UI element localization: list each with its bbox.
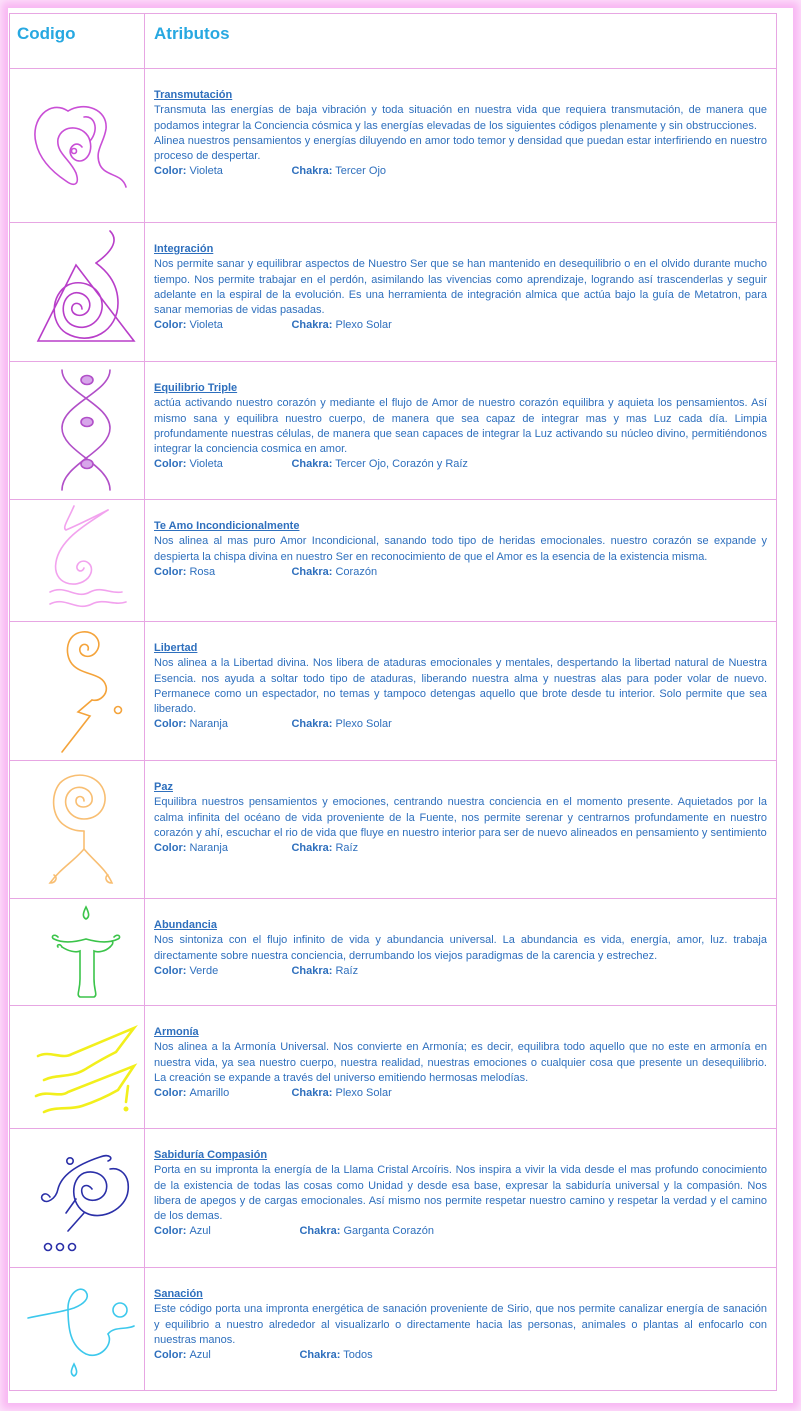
- symbol-cell: [10, 1129, 145, 1268]
- code-meta: [154, 1348, 767, 1363]
- code-name: Armonía: [154, 1026, 199, 1038]
- code-name: Abundancia: [154, 919, 217, 931]
- abundancia-symbol-icon: [10, 899, 144, 1005]
- color-label: Color:: [154, 458, 187, 471]
- color-label: Color:: [154, 964, 187, 977]
- code-description: Transmuta las energías de baja vibración y toda situación en nuestra vida que requiera transmutación, de manera que podamos integrar la Conciencia cósmica y las energías elevadas de los siguientes códigos plenamente y sin obstrucciones.: [154, 104, 767, 132]
- attributes-cell: [145, 362, 777, 500]
- symbol-cell: [10, 69, 145, 223]
- attributes-cell: [145, 500, 777, 622]
- color-label: Color:: [154, 718, 187, 731]
- chakra-label: Chakra:: [299, 1225, 341, 1238]
- table-row: [10, 69, 777, 223]
- color-value: Azul: [189, 1225, 211, 1238]
- te-amo-symbol-icon: [10, 500, 144, 621]
- chakra-label: Chakra:: [291, 964, 333, 977]
- color-label: Color:: [154, 565, 187, 578]
- chakra-label: Chakra:: [291, 165, 333, 178]
- chakra-value: Todos: [343, 1349, 373, 1362]
- attributes-cell: [145, 223, 777, 362]
- chakra-value: Plexo Solar: [335, 319, 392, 332]
- header-codigo: Codigo: [17, 24, 76, 43]
- code-description: Nos alinea a la Libertad divina. Nos libera de ataduras emocionales y mentales, despertando la libertad natural de Nuestra Esencia. nos ayuda a soltar todo tipo de ataduras, liberando nuestra alma y nuestras alas para poder volar de nuevo. Permanece como un espectador, no temas y tampoco detengas aquello que brote desde tu interior. Solo permite que sea liberado.: [154, 657, 767, 716]
- header-cell-atributos: [145, 14, 777, 69]
- attributes-cell: [145, 1129, 777, 1268]
- equilibrio-triple-symbol-icon: [10, 362, 144, 499]
- color-label: Color:: [154, 842, 187, 855]
- sanacion-symbol-icon: [10, 1268, 144, 1390]
- code-name: Te Amo Incondicionalmente: [154, 520, 300, 532]
- chakra-value: Plexo Solar: [335, 718, 392, 731]
- chakra-label: Chakra:: [291, 842, 333, 855]
- header-atributos: Atributos: [154, 24, 230, 43]
- integracion-symbol-icon: [10, 223, 144, 361]
- code-meta: [154, 565, 767, 580]
- chakra-label: Chakra:: [291, 458, 333, 471]
- chakra-value: Raíz: [335, 964, 359, 977]
- chakra-label: Chakra:: [291, 319, 333, 332]
- symbol-cell: [10, 761, 145, 899]
- table-row: [10, 899, 777, 1006]
- code-description: actúa activando nuestro corazón y mediante el flujo de Amor de nuestro corazón equilibra y aquieta los pensamientos. Así mismo sana y equilibra nuestro cuerpo, de manera que sea capaz de integrar mas y mas Luz cada día. Limpia profundamente nuestras células, de manera que sean capaces de integrar la Luz activando su núcleo divino, permitiéndonos integrar la conciencia cosmica en amor.: [154, 397, 767, 456]
- attributes-cell: [145, 1006, 777, 1129]
- chakra-value: Corazón: [335, 565, 378, 578]
- code-description: Equilibra nuestros pensamientos y emociones, centrando nuestra conciencia en el momento presente. Aquietados por la calma infinita del océano de vida proveniente de la Fuente, nos permite serenar y centrarnos profundamente en nuestro corazón y ahí, escuchar el rio de vida que fluye en nuestro interior para ser de nuevo alineados en pensamiento y sentimiento: [154, 796, 767, 839]
- code-description: Nos sintoniza con el flujo infinito de vida y abundancia universal. La abundancia es vida, energía, amor, luz. trabaja directamente sobre nuestra conciencia, derrumbando los viejos paradigmas de la carencia y estrechez.: [154, 934, 767, 962]
- libertad-symbol-icon: [10, 622, 144, 760]
- paz-symbol-icon: [10, 761, 144, 898]
- code-meta: [154, 1224, 767, 1239]
- code-name: Paz: [154, 781, 173, 793]
- color-value: Verde: [189, 964, 219, 977]
- color-value: Azul: [189, 1349, 211, 1362]
- color-value: Violeta: [189, 458, 223, 471]
- color-label: Color:: [154, 319, 187, 332]
- chakra-label: Chakra:: [291, 565, 333, 578]
- table-row: [10, 1268, 777, 1391]
- code-meta: [154, 318, 767, 333]
- symbol-cell: [10, 899, 145, 1006]
- table-row: [10, 500, 777, 622]
- code-description-2: Alinea nuestros pensamientos y energías diluyendo en amor todo temor y densidad que puedan estar interfiriendo en nuestro proceso de despertar.: [154, 134, 767, 163]
- table-row: [10, 362, 777, 500]
- code-name: Libertad: [154, 642, 198, 654]
- code-meta: [154, 457, 767, 472]
- code-name: Equilibrio Triple: [154, 382, 238, 394]
- attributes-cell: [145, 899, 777, 1006]
- color-label: Color:: [154, 165, 187, 178]
- color-label: Color:: [154, 1225, 187, 1238]
- code-meta: [154, 841, 767, 856]
- color-label: Color:: [154, 1349, 187, 1362]
- code-description: Nos permite sanar y equilibrar aspectos de Nuestro Ser que se han mantenido en desequilibrio o en el olvido durante mucho tiempo. Nos permite trabajar en el perdón, asimilando las vivencias como aprendizaje, logrando así trascenderlas y seguir adelante en la espiral de la evolución. Es una herramienta de integración almica que actúa bajo la guía de Metatron, para sanar memorias de vidas pasadas.: [154, 258, 767, 317]
- header-cell-codigo: [10, 14, 145, 69]
- chakra-value: Raíz: [335, 842, 359, 855]
- code-description: Nos alinea al mas puro Amor Incondicional, sanando todo tipo de heridas emocionales. nuestro corazón se expande y despierta la chispa divina en nuestro Ser en reconocimiento de que el Amor es la esencia de la existencia misma.: [154, 535, 767, 563]
- symbol-cell: [10, 1268, 145, 1391]
- armonia-symbol-icon: [10, 1006, 144, 1128]
- color-value: Violeta: [189, 165, 223, 178]
- chakra-value: Garganta Corazón: [343, 1225, 434, 1238]
- color-value: Naranja: [189, 718, 228, 731]
- code-name: Transmutación: [154, 89, 233, 101]
- color-value: Amarillo: [189, 1087, 230, 1100]
- code-name: Sanación: [154, 1288, 203, 1300]
- table-row: [10, 761, 777, 899]
- attributes-cell: [145, 761, 777, 899]
- sabiduria-compasion-symbol-icon: [10, 1129, 144, 1267]
- attributes-cell: [145, 622, 777, 761]
- color-value: Violeta: [189, 319, 223, 332]
- code-name: Sabiduría Compasión: [154, 1149, 268, 1161]
- chakra-value: Plexo Solar: [335, 1087, 392, 1100]
- code-meta: [154, 717, 767, 732]
- transmutacion-symbol-icon: [10, 69, 144, 222]
- symbol-cell: [10, 500, 145, 622]
- attributes-cell: [145, 1268, 777, 1391]
- table-row: [10, 223, 777, 362]
- table-row: [10, 1129, 777, 1268]
- table-row: [10, 1006, 777, 1129]
- code-name: Integración: [154, 243, 214, 255]
- symbol-cell: [10, 362, 145, 500]
- chakra-label: Chakra:: [299, 1349, 341, 1362]
- color-value: Rosa: [189, 565, 216, 578]
- color-label: Color:: [154, 1087, 187, 1100]
- code-meta: [154, 964, 767, 979]
- chakra-label: Chakra:: [291, 718, 333, 731]
- table-header: [10, 14, 777, 69]
- table-row: [10, 622, 777, 761]
- symbol-cell: [10, 1006, 145, 1129]
- code-description: Este código porta una impronta energética de sanación proveniente de Sirio, que nos permite canalizar energía de sanación y equilibrio a nuestro alrededor al visualizarlo o directamente hacia las personas, animales o plantas al enfocarlo con nuestras manos.: [154, 1303, 767, 1346]
- code-description: Porta en su impronta la energía de la Llama Cristal Arcoíris. Nos inspira a vivir la vida desde el mas profundo conocimiento de la existencia de todas las cosas como Unidad y desde esa base, expresar la sabiduría universal y la compasión. Nos libera de apegos y de cargas emocionales. Así mismo nos permite respetar nuestro camino y respetar la verdad y el camino de los demas.: [154, 1164, 767, 1223]
- chakra-value: Tercer Ojo: [335, 165, 387, 178]
- symbol-cell: [10, 223, 145, 362]
- code-meta: [154, 1086, 767, 1101]
- code-meta: [154, 164, 767, 179]
- chakra-label: Chakra:: [291, 1087, 333, 1100]
- codes-table: [9, 13, 777, 1391]
- attributes-cell: [145, 69, 777, 223]
- chakra-value: Tercer Ojo, Corazón y Raíz: [335, 458, 468, 471]
- symbol-cell: [10, 622, 145, 761]
- color-value: Naranja: [189, 842, 228, 855]
- code-description: Nos alinea a la Armonía Universal. Nos convierte en Armonía; es decir, equilibra todo aquello que no este en armonía en nuestra vida, ya sea nuestro cuerpo, nuestra realidad, nuestras emociones o cualquier cosa que presente un desequilibrio. La creación se expande a través del universo emitiendo hermosas melodías.: [154, 1041, 767, 1084]
